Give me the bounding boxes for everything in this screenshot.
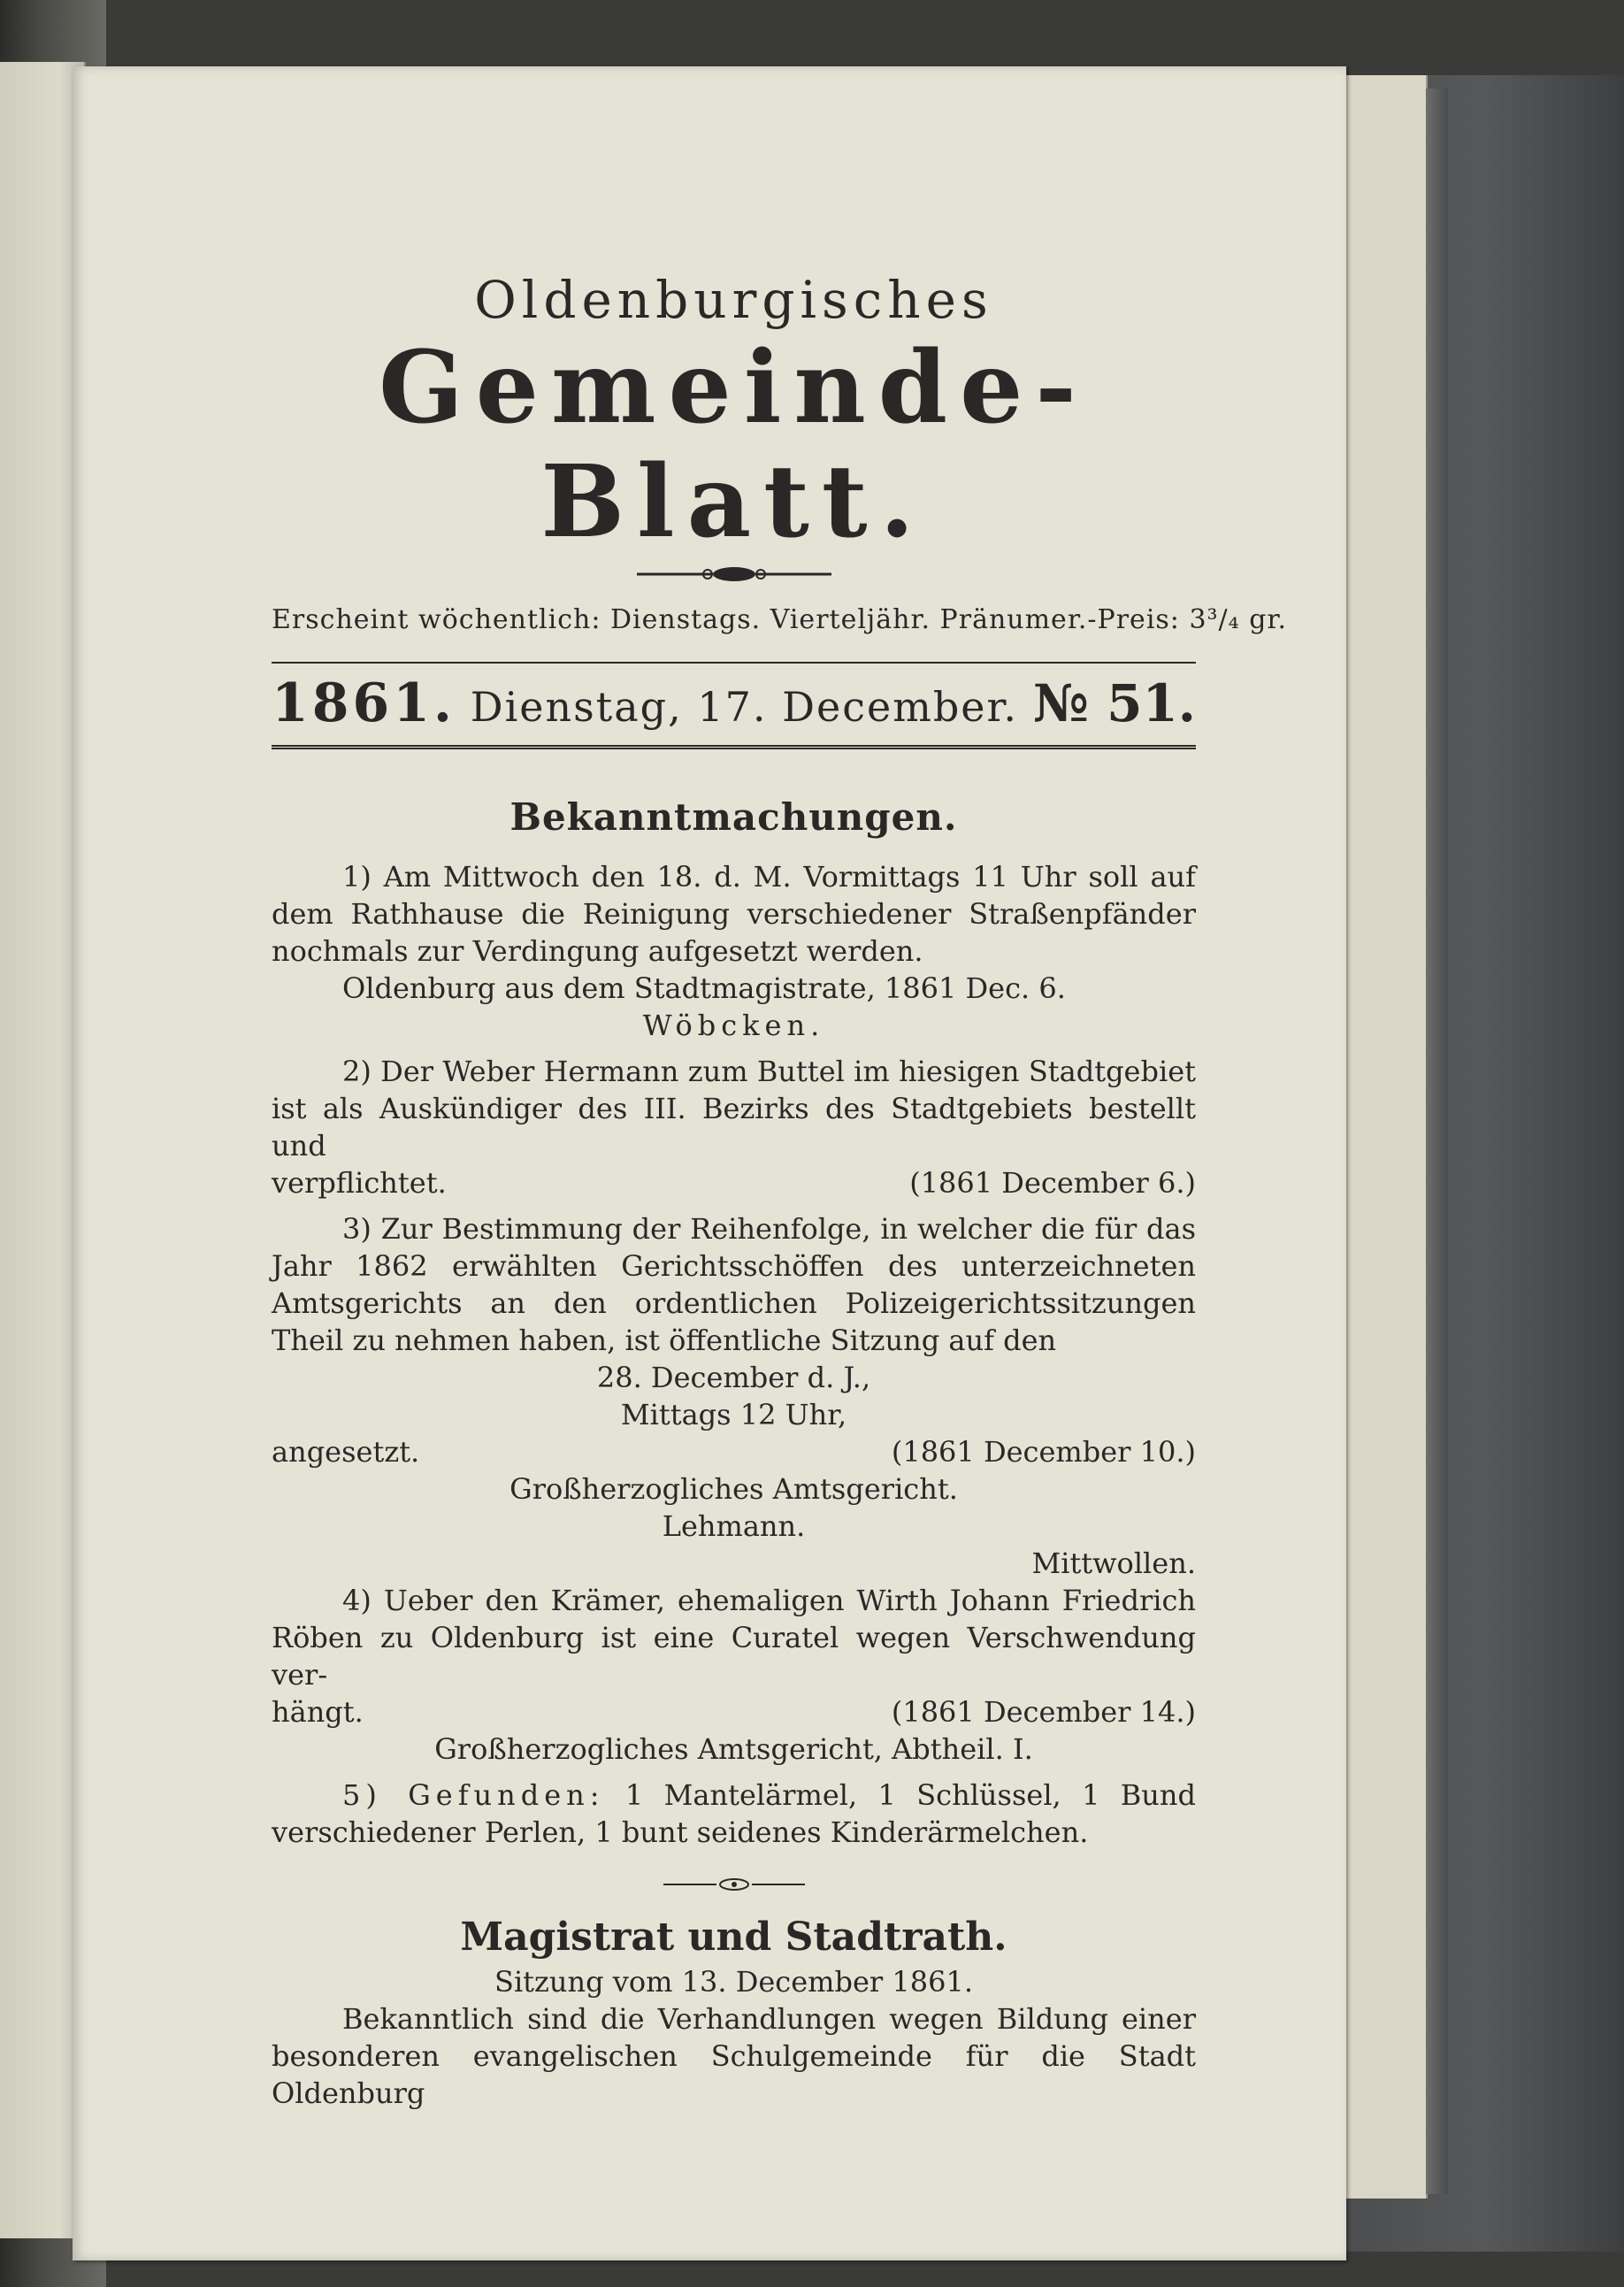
section-title-magistrat: Magistrat und Stadtrath. [460,1914,1007,1960]
rule-double [272,745,1196,753]
ornament-divider [272,564,1196,585]
announcement-3-date: 28. December d. J., [596,1360,871,1394]
announcement-5-label: 5) Gefunden: [342,1777,605,1812]
announcement-2-lastline [272,1164,1196,1201]
announcement-2-date: (1861 December 6.) [909,1165,1196,1200]
issue-date: Dienstag, 17. December. [470,682,1019,731]
rule-top [272,662,1196,664]
section-divider [272,1876,1196,1893]
newspaper-page [73,66,1346,2260]
masthead-top: Oldenburgisches [474,270,993,330]
announcement-3-authority: Großherzogliches Amtsgericht. [509,1471,958,1506]
announcement-4-lastline [272,1693,1196,1731]
endpaper [1344,75,1428,2199]
announcement-5-text: 1 Mantelärmel, 1 Schlüssel, 1 Bund verschiedener Perlen, 1 bunt seidenes Kinderärmelchen. [272,1777,1197,1849]
announcement-3-signature: Mittwollen. [1031,1546,1196,1580]
cover-edge [1426,88,1448,2194]
section-subtitle-session: Sitzung vom 13. December 1861. [494,1964,973,1999]
publication-info: Erscheint wöchentlich: Dienstags. Vierteljähr. Pränumer.-Preis: 3³/₄ gr. [272,603,1288,635]
announcement-4: 4) Ueber den Krämer, ehemaligen Wirth Johann Friedrich Röben zu Oldenburg ist eine Curatel wegen Verschwendung ver- [272,1583,1196,1692]
issue-year: 1861. [272,672,456,734]
announcement-1-place: Oldenburg aus dem Stadtmagistrate, 1861 Dec. 6. [342,971,1066,1005]
masthead-title: Gemeinde-Blatt. [379,330,1089,560]
issue-number: № 51. [1032,672,1196,733]
magistrat-text: Bekanntlich sind die Verhandlungen wegen Bildung einer besonderen evangelischen Schulgemeinde für die Stadt Oldenburg [272,2001,1196,2110]
announcement-3-lastline [272,1433,1196,1470]
dateline [272,672,1196,734]
section-title-announcements: Bekanntmachungen. [509,794,958,839]
announcement-4-authority: Großherzogliches Amtsgericht, Abtheil. I. [434,1731,1033,1766]
announcement-2: 2) Der Weber Hermann zum Buttel im hiesigen Stadtgebiet ist als Auskündiger des III. Bezirks des Stadtgebiets bestellt und [272,1054,1196,1163]
announcement-3-end: angesetzt. [272,1434,420,1469]
announcement-3-name: Lehmann. [662,1508,806,1543]
announcement-3-issued: (1861 December 10.) [891,1434,1196,1469]
announcement-2-end: verpflichtet. [272,1165,447,1200]
announcement-1-signature: Wöbcken. [642,1008,825,1042]
announcement-4-end: hängt. [272,1694,364,1729]
announcement-3: 3) Zur Bestimmung der Reihenfolge, in welcher die für das Jahr 1862 erwählten Gerichtsschöffen des unterzeichneten Amtsgerichts an den ordentlichen Polizeigerichtssitzungen Theil zu nehmen haben, ist öffentliche Sitzung auf den [272,1211,1196,1357]
page-content [272,252,1288,2112]
announcement-5 [272,1777,1196,1851]
announcement-4-date: (1861 December 14.) [891,1694,1196,1729]
announcement-1: 1) Am Mittwoch den 18. d. M. Vormittags 11 Uhr soll auf dem Rathhause die Reinigung verschiedener Straßenpfänder nochmals zur Verdingung aufgesetzt werden. [272,859,1196,968]
announcement-3-time: Mittags 12 Uhr, [620,1397,847,1431]
